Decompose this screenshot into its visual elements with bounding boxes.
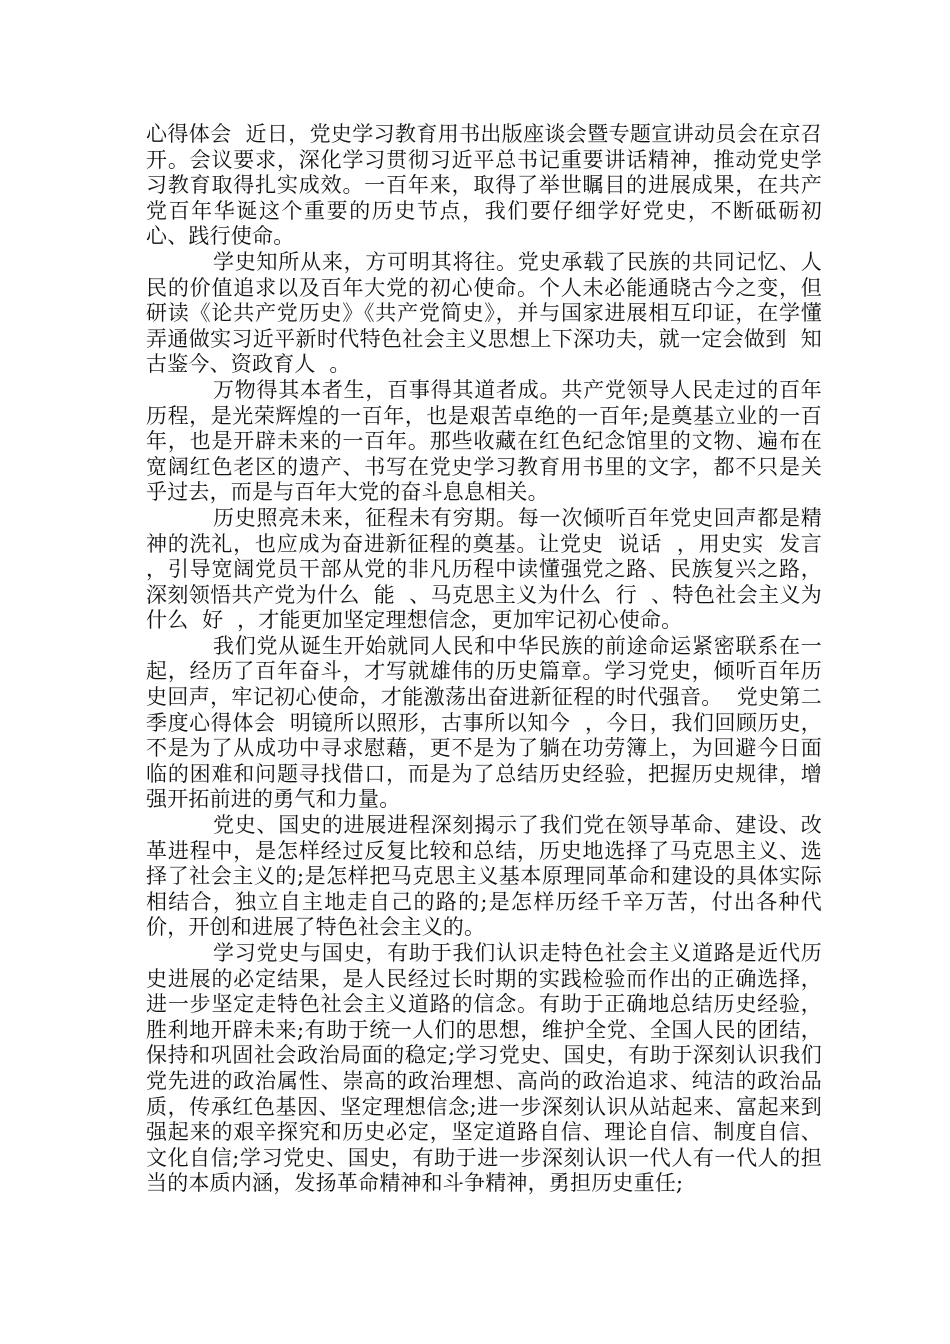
document-body [146, 122, 836, 1197]
paragraph-4: 历史照亮未来，征程未有穷期。每一次倾听百年党史回声都是精神的洗礼，也应成为奋进新征程的奠基。让党史 说话 ，用史实 发言 ，引导宽阔党员干部从党的非凡历程中读懂强党之路、民族复兴之路，深刻领悟共产党为什么 能 、马克思主义为什么 行 、特色社会主义为什么 好 ，才能更加坚定理想信念，更加牢记初心使命。 [146, 505, 836, 633]
paragraph-5: 我们党从诞生开始就同人民和中华民族的前途命运紧密联系在一起，经历了百年奋斗，才写就雄伟的历史篇章。学习党史，倾听百年历史回声，牢记初心使命，才能激荡出奋进新征程的时代强音。 党史第二季度心得体会 明镜所以照形，古事所以知今 ，今日，我们回顾历史，不是为了从成功中寻求慰藉，更不是为了躺在功劳簿上，为回避今日面临的困难和问题寻找借口，而是为了总结历史经验，把握历史规律，增强开拓前进的勇气和力量。 [146, 633, 822, 812]
paragraph-2: 学史知所从来，方可明其将往。党史承载了民族的共同记忆、人民的价值追求以及百年大党的初心使命。个人未必能通晓古今之变，但研读《论共产党历史》《共产党简史》，并与国家进展相互印证，在学懂弄通做实习近平新时代特色社会主义思想上下深功夫，就一定会做到 知古鉴今、资政育人 。 [146, 249, 822, 377]
paragraph-3: 万物得其本者生，百事得其道者成。共产党领导人民走过的百年历程，是光荣辉煌的一百年，也是艰苦卓绝的一百年;是奠基立业的一百年，也是开辟未来的一百年。那些收藏在红色纪念馆里的文物、遍布在宽阔红色老区的遗产、书写在党史学习教育用书里的文字，都不只是关乎过去，而是与百年大党的奋斗息息相关。 [146, 377, 822, 505]
paragraph-1: 心得体会 近日，党史学习教育用书出版座谈会暨专题宣讲动员会在京召开。会议要求，深化学习贯彻习近平总书记重要讲话精神，推动党史学习教育取得扎实成效。一百年来，取得了举世瞩目的进展成果，在共产党百年华诞这个重要的历史节点，我们要仔细学好党史，不断砥砺初心、践行使命。 [146, 122, 822, 249]
paragraph-6: 党史、国史的进展进程深刻揭示了我们党在领导革命、建设、改革进程中，是怎样经过反复比较和总结，历史地选择了马克思主义、选择了社会主义的;是怎样把马克思主义基本原理同革命和建设的具体实际相结合，独立自主地走自己的路的;是怎样历经千辛万苦，付出各种代价，开创和进展了特色社会主义的。 [146, 813, 822, 940]
paragraph-7: 学习党史与国史，有助于我们认识走特色社会主义道路是近代历史进展的必定结果，是人民经过长时期的实践检验而作出的正确选择，进一步坚定走特色社会主义道路的信念。有助于正确地总结历史经验，胜利地开辟未来;有助于统一人们的思想，维护全党、全国人民的团结，保持和巩固社会政治局面的稳定;学习党史、国史，有助于深刻认识我们党先进的政治属性、崇高的政治理想、高尚的政治追求、纯洁的政治品质，传承红色基因、坚定理想信念;进一步深刻认识从站起来、富起来到强起来的艰辛探究和历史必定，坚定道路自信、理论自信、制度自信、文化自信;学习党史、国史，有助于进一步深刻认识一代人有一代人的担当的本质内涵，发扬革命精神和斗争精神，勇担历史重任; [146, 941, 822, 1196]
